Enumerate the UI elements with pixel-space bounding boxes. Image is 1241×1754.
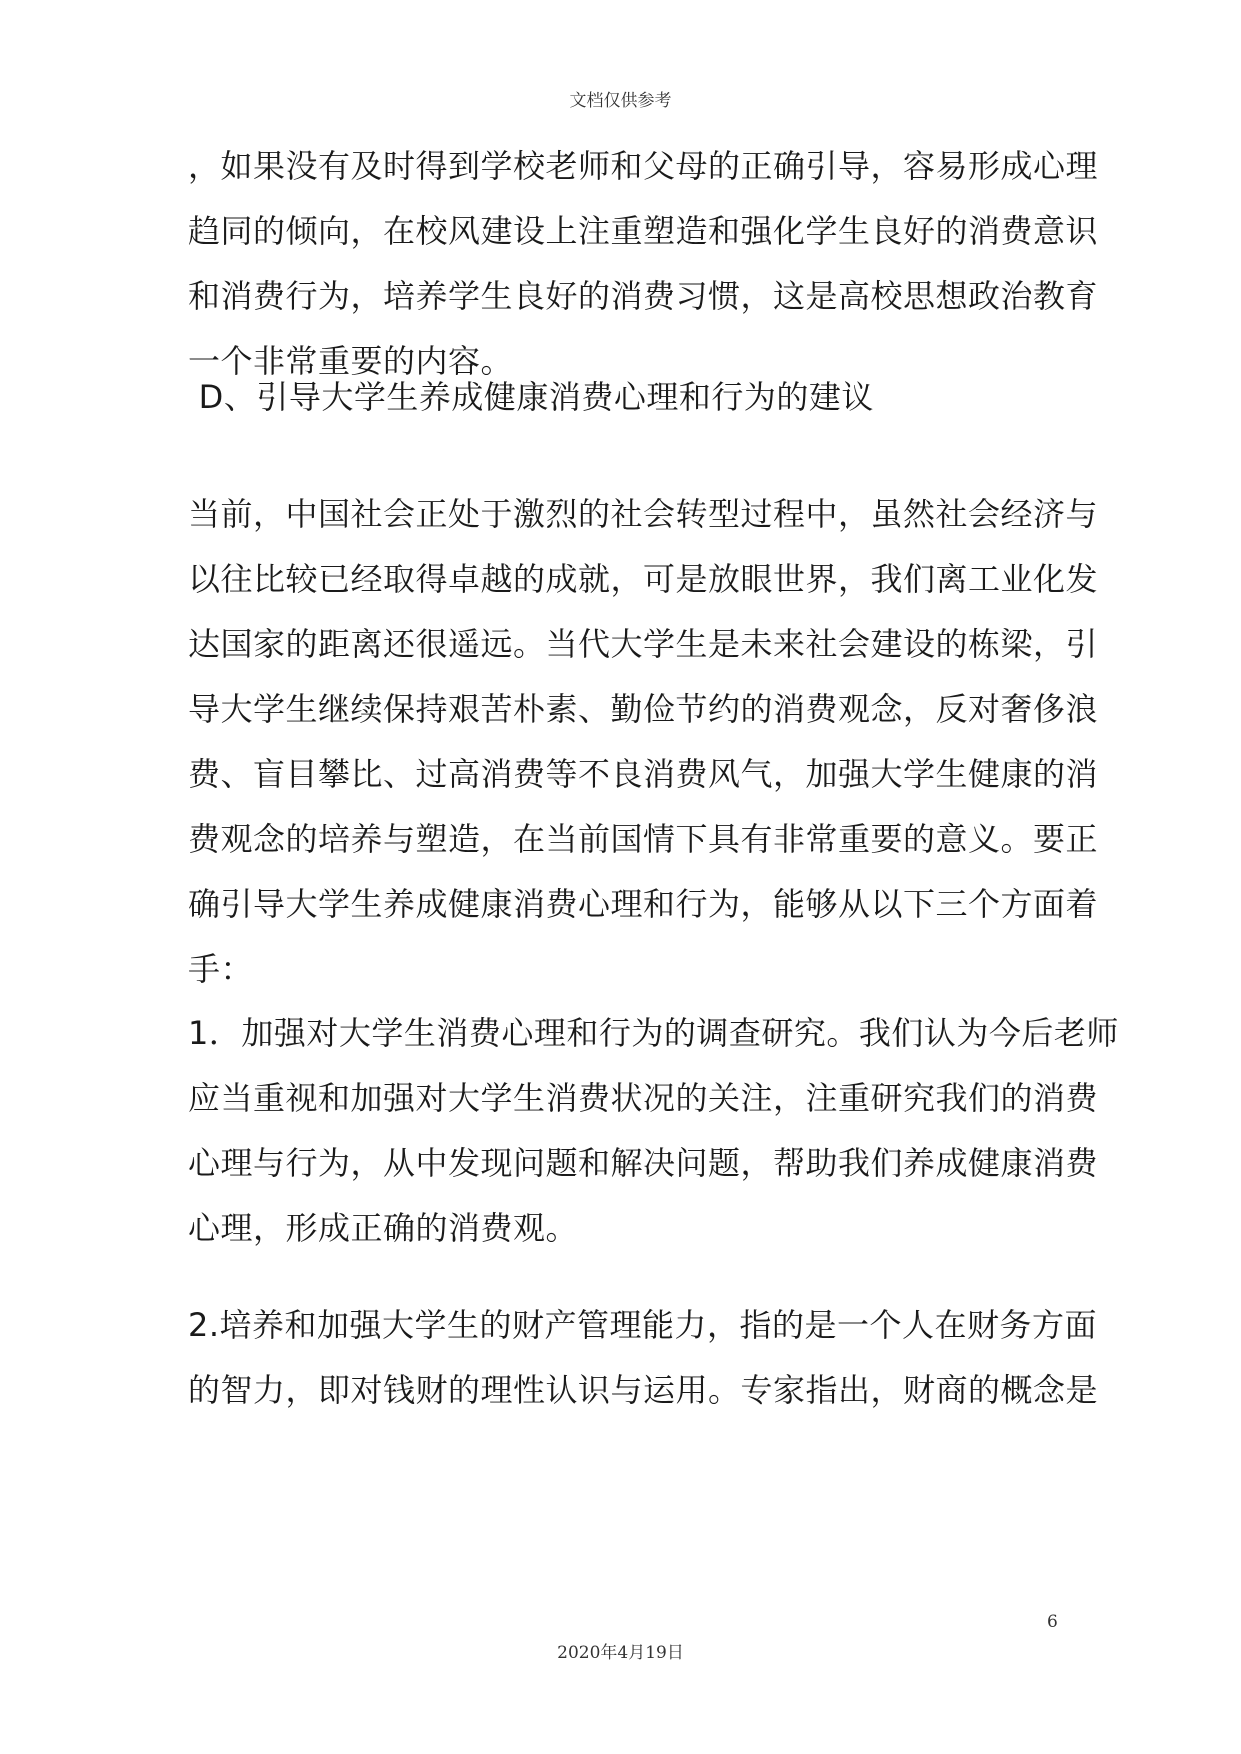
page-header: 文档仅供参考 — [569, 91, 672, 111]
text-line: 心理与行为，从中发现问题和解决问题，帮助我们养成健康消费 — [188, 1144, 1099, 1182]
paragraph-1 — [188, 134, 1099, 394]
text-line: 以往比较已经取得卓越的成就，可是放眼世界，我们离工业化发 — [188, 560, 1099, 598]
text-line: 确引导大学生养成健康消费心理和行为，能够从以下三个方面着 — [188, 885, 1099, 923]
text-line: ，如果没有及时得到学校老师和父母的正确引导，容易形成心理 — [188, 147, 1099, 185]
text-line: 费、盲目攀比、过高消费等不良消费风气，加强大学生健康的消 — [188, 755, 1099, 793]
text-line: 2.培养和加强大学生的财产管理能力，指的是一个人在财务方面 — [188, 1306, 1098, 1344]
text-line: 1．加强对大学生消费心理和行为的调查研究。我们认为今后老师 — [188, 1014, 1119, 1052]
text-line: 当前，中国社会正处于激烈的社会转型过程中，虽然社会经济与 — [188, 495, 1099, 533]
page-number: 6 — [1047, 1612, 1058, 1632]
text-line: 心理，形成正确的消费观。 — [188, 1209, 579, 1247]
text-line: 趋同的倾向，在校风建设上注重塑造和强化学生良好的消费意识 — [188, 212, 1099, 250]
section-heading: D、引导大学生养成健康消费心理和行为的建议 — [188, 378, 874, 416]
text-line: 和消费行为，培养学生良好的消费习惯，这是高校思想政治教育 — [188, 277, 1099, 315]
paragraph-4 — [188, 1293, 1099, 1423]
text-line: 达国家的距离还很遥远。当代大学生是未来社会建设的栋梁，引 — [188, 625, 1099, 663]
footer-date: 2020年4月19日 — [557, 1643, 684, 1663]
paragraph-2 — [188, 482, 1099, 1002]
text-line: 导大学生继续保持艰苦朴素、勤俭节约的消费观念，反对奢侈浪 — [188, 690, 1099, 728]
text-line: 手： — [188, 950, 254, 988]
text-line: 费观念的培养与塑造，在当前国情下具有非常重要的意义。要正 — [188, 820, 1099, 858]
paragraph-3 — [188, 1001, 1119, 1261]
text-line: 应当重视和加强对大学生消费状况的关注，注重研究我们的消费 — [188, 1079, 1099, 1117]
text-line: 的智力，即对钱财的理性认识与运用。专家指出，财商的概念是 — [188, 1371, 1099, 1409]
text-line: 一个非常重要的内容。 — [188, 342, 514, 380]
